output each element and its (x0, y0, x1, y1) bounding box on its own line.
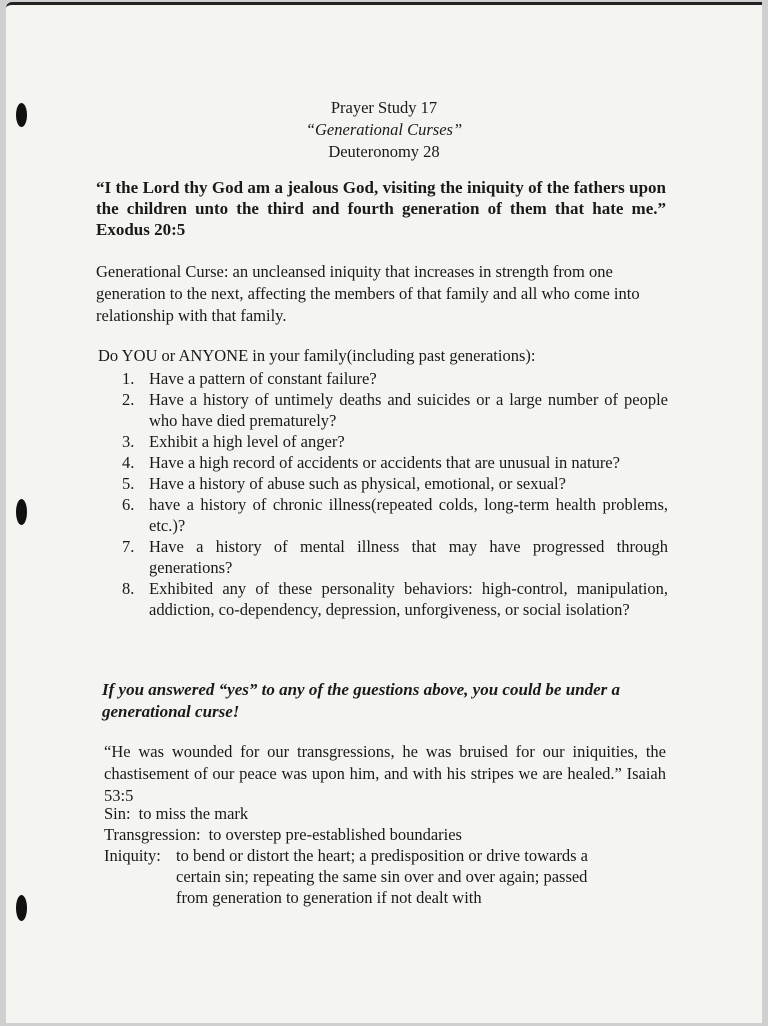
list-item: 8. Exhibited any of these personality behaviors: high-control, manipulation, addiction, co-dependency, depression, unforgiveness, or social isolation? (122, 579, 668, 619)
study-reference: Deuteronomy 28 (328, 142, 440, 161)
binder-hole (16, 895, 27, 921)
scripture-quote: “He was wounded for our transgressions, he was bruised for our iniquities, the chastisement of our peace was upon him, and with his stripes we are healed.” Isaiah 53:5 (104, 742, 666, 805)
list-item: 5. Have a history of abuse such as physical, emotional, or sexual? (122, 474, 566, 493)
term-definitions (104, 803, 664, 908)
term-iniquity: Iniquity: to bend or distort the heart; a predisposition or drive towards a certain sin; repeating the same sin over and over again; passed from generation to generation if not dealt with (104, 846, 588, 907)
question-list (98, 368, 668, 620)
list-item: 1. Have a pattern of constant failure? (122, 369, 377, 388)
question-section (98, 345, 668, 620)
curse-definition: Generational Curse: an uncleansed iniquity that increases in strength from one generation to the next, affecting the members of that family and all who come into relationship with that family. (96, 262, 640, 325)
questions-intro: Do YOU or ANYONE in your family(including past generations): (98, 346, 536, 365)
term-sin: Sin: to miss the mark (104, 804, 249, 823)
document-header (6, 97, 762, 163)
curse-warning: If you answered “yes” to any of the guestions above, you could be under a generational curse! (102, 680, 621, 721)
document-page (6, 2, 762, 1023)
list-item: 7. Have a history of mental illness that may have progressed through generations? (122, 537, 668, 577)
binder-hole (16, 499, 27, 525)
list-item: 6. have a history of chronic illness(repeated colds, long-term health problems, etc.)? (122, 495, 668, 535)
list-item: 4. Have a high record of accidents or accidents that are unusual in nature? (122, 453, 620, 472)
list-item: 2. Have a history of untimely deaths and suicides or a large number of people who have died prematurely? (122, 390, 668, 430)
list-item: 3. Exhibit a high level of anger? (122, 432, 345, 451)
study-subtitle: “Generational Curses” (305, 120, 463, 139)
study-title: Prayer Study 17 (330, 98, 438, 117)
key-verse: “I the Lord thy God am a jealous God, visiting the iniquity of the fathers upon the children unto the third and fourth generation of them that hate me.” Exodus 20:5 (96, 178, 666, 239)
term-transgression: Transgression: to overstep pre-established boundaries (104, 825, 462, 844)
